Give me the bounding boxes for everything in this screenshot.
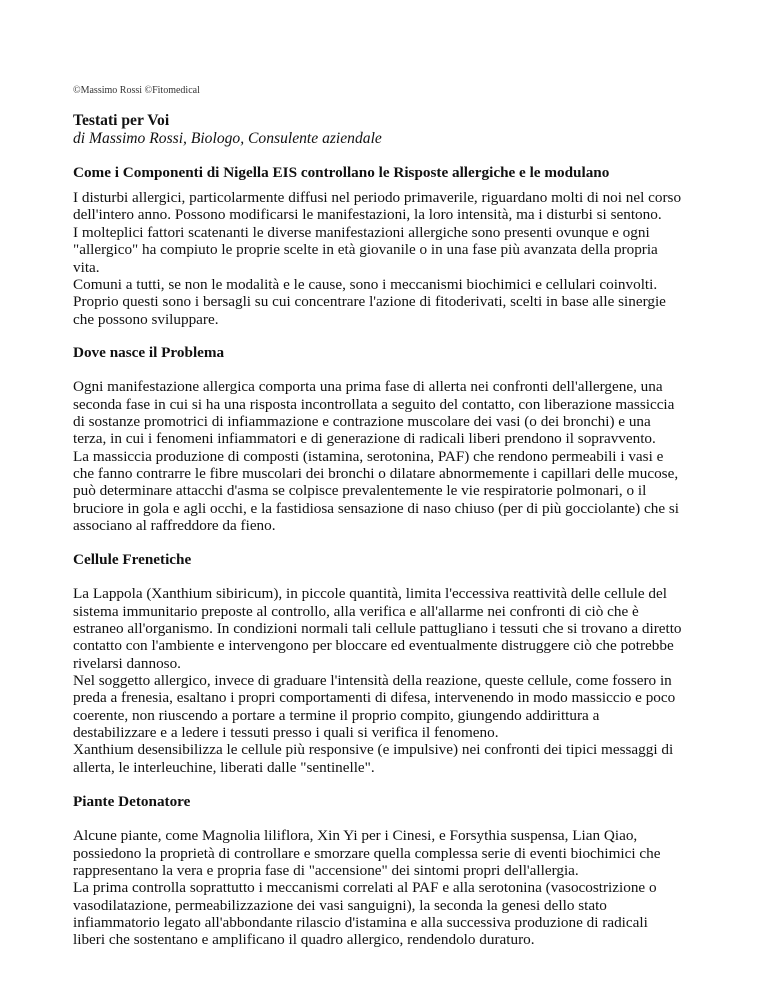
paragraph-line: vasodilatazione, permeabilizzazione dei vasi sanguigni), la seconda la genesi dello stato	[73, 896, 607, 914]
paragraph-line: La prima controlla soprattutto i meccanismi correlati al PAF e alla serotonina (vasocostrizione o	[73, 879, 657, 896]
paragraph-line: Nel soggetto allergico, invece di graduare l'intensità della reazione, queste cellule, come fossero in	[73, 672, 672, 689]
paragraph-line: di sostanze promotrici di infiammazione e contrazione muscolare dei vasi (o dei bronchi) e una	[73, 413, 651, 430]
paragraph-line: Ogni manifestazione allergica comporta una prima fase di allerta nei confronti dell'allergene, una	[73, 378, 663, 395]
section-heading: Piante Detonatore	[73, 793, 191, 810]
paragraph-line: possiedono la proprietà di controllare e smorzare quella complessa serie di eventi biochimici che	[73, 844, 661, 862]
paragraph-line: può determinare attacchi d'asma se colpisce prevalentemente le vie respiratorie polmonari, o il	[73, 482, 647, 499]
section-heading: Dove nasce il Problema	[73, 344, 225, 361]
paragraph-line: che possono sviluppare.	[73, 310, 219, 328]
paragraph-line: allerta, le interleuchine, liberati dalle "sentinelle".	[73, 758, 375, 776]
paragraph-line: Proprio questi sono i bersagli su cui concentrare l'azione di fitoderivati, scelti in base alle sinergie	[73, 293, 666, 310]
paragraph-line: che fanno contrarre le fibre muscolari dei bronchi o dilatare abnormemente i capillari delle mucose,	[73, 465, 679, 482]
paragraph-line: infiammatorio legato all'abbondante rilascio d'istamina e alla successiva produzione di radicali	[73, 914, 648, 931]
paragraph-line: terza, in cui i fenomeni infiammatori e di generazione di radicali liberi prendono il sopravvento.	[73, 430, 656, 447]
paragraph-line: preda a frenesia, esaltano i propri comportamenti di difesa, intervenendo in modo massiccio e poco	[73, 689, 676, 706]
section-heading: Cellule Frenetiche	[73, 551, 192, 568]
paragraph-line: dell'intero anno. Possono modificarsi le manifestazioni, la loro intensità, ma i disturbi si sentono.	[73, 206, 662, 223]
copyright-notice: ©Massimo Rossi ©Fitomedical	[73, 85, 200, 96]
paragraph-line: liberi che sostentano e amplificano il quadro allergico, rendendolo duraturo.	[73, 931, 535, 948]
paragraph-line: destabilizzare e a ledere i tessuti presso i quali si verifica il fenomeno.	[73, 724, 499, 741]
paragraph-line: contatto con l'ambiente e intervengono per bloccare ed eventualmente distruggere ciò che potrebbe	[73, 637, 674, 654]
paragraph-line: vita.	[73, 258, 100, 276]
paragraph-line: I disturbi allergici, particolarmente diffusi nel periodo primaverile, riguardano molti di noi nel corso	[73, 189, 682, 206]
paragraph-line: seconda fase in cui si ha una risposta incontrollata a seguito del contatto, con liberazione massiccia	[73, 395, 675, 413]
paragraph-line: Alcune piante, come Magnolia liliflora, Xin Yi per i Cinesi, e Forsythia suspensa, Lian Qiao,	[73, 827, 638, 844]
paragraph-line: rivelarsi dannoso.	[73, 654, 181, 672]
paragraph-line: sistema immunitario preposte al controllo, alla verifica e all'allarme nei confronti di ciò che è	[73, 602, 639, 620]
paragraph-line: bruciore in gola e agli occhi, e la fastidiosa sensazione di naso chiuso (per di più gocciolante) che si	[73, 499, 680, 517]
paragraph-line: Comuni a tutti, se non le modalità e le cause, sono i meccanismi biochimici e cellulari coinvolti.	[73, 276, 658, 293]
paragraph-line: "allergico" ha compiuto le proprie scelte in età giovanile o in una fase più avanzata della propria	[73, 241, 658, 258]
author-byline: di Massimo Rossi, Biologo, Consulente aziendale	[73, 130, 382, 147]
paragraph-line: rappresentano la vera e propria fase di "accensione" dei sintomi propri dell'allergia.	[73, 862, 579, 879]
document-title: Testati per Voi	[73, 112, 170, 129]
paragraph-line: La Lappola (Xanthium sibiricum), in piccole quantità, limita l'eccessiva reattività delle cellule del	[73, 585, 667, 602]
paragraph-line: coerente, non riuscendo a portare a termine il proprio compito, giungendo addirittura a	[73, 706, 600, 724]
paragraph-line: I molteplici fattori scatenanti le diverse manifestazioni allergiche sono presenti ovunque e ogni	[73, 223, 650, 241]
paragraph-line: Xanthium desensibilizza le cellule più responsive (e impulsive) nei confronti dei tipici messaggi di	[73, 741, 674, 758]
paragraph-line: La massiccia produzione di composti (istamina, serotonina, PAF) che rendono permeabili i vasi e	[73, 447, 664, 465]
paragraph-line: associano al raffreddore da fieno.	[73, 517, 276, 534]
paragraph-line: estraneo all'organismo. In condizioni normali tali cellule pattugliano i tessuti che si trovano a diretto	[73, 620, 682, 637]
main-heading: Come i Componenti di Nigella EIS controllano le Risposte allergiche e le modulano	[73, 164, 610, 181]
